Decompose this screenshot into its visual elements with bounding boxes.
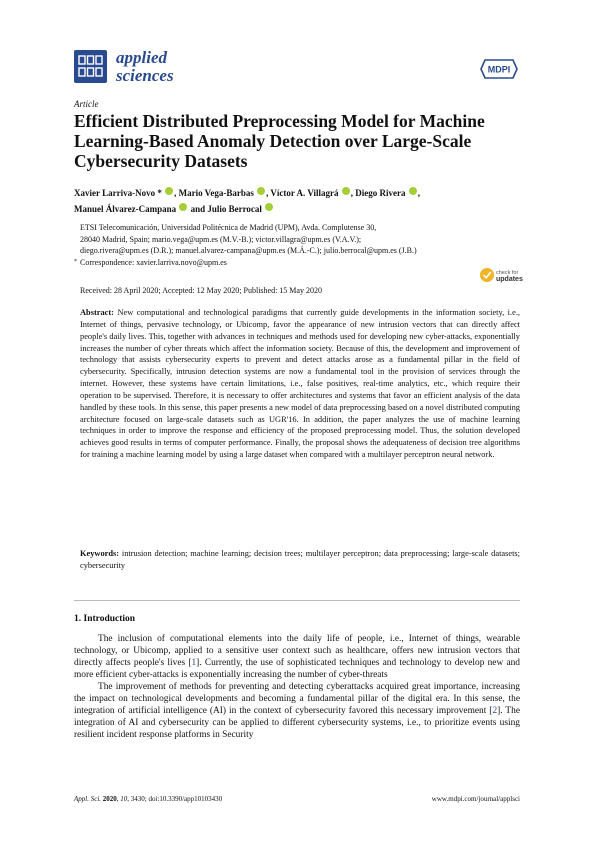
affiliation-line: ETSI Telecomunicación, Universidad Politécnica de Madrid (UPM), Avda. Complutense 30, <box>80 223 377 232</box>
mdpi-logo-text: MDPI <box>487 64 511 75</box>
author-name: Manuel Álvarez-Campana <box>74 204 177 214</box>
author-list: Xavier Larriva-Novo * , Mario Vega-Barbas , Víctor A. Villagrá , Diego Rivera , Manuel Álvarez-Campana and Julio Berrocal <box>74 188 420 214</box>
correspondence-email[interactable]: Correspondence: xavier.larriva.novo@upm.es <box>80 257 227 267</box>
correspondence-line <box>74 257 530 269</box>
keywords-label: Keywords: <box>80 549 120 558</box>
author-conjunction: and <box>190 204 206 214</box>
abstract-label: Abstract: <box>80 308 114 317</box>
footer-volume: 10 <box>120 795 128 803</box>
orcid-icon[interactable] <box>265 203 273 211</box>
affiliation-line: 28040 Madrid, Spain; mario.vega@upm.es (M.V.-B.); victor.villagra@upm.es (V.A.V.); <box>80 234 362 244</box>
footer-year: 2020 <box>102 795 117 803</box>
article-type: Article <box>74 99 99 109</box>
divider <box>74 600 520 601</box>
orcid-icon[interactable] <box>257 187 265 195</box>
footer-doi: , 3430; doi:10.3390/app10103430 <box>127 795 223 803</box>
orcid-icon[interactable] <box>165 187 173 195</box>
author-name: Xavier Larriva-Novo * <box>74 188 162 198</box>
orcid-icon[interactable] <box>342 187 350 195</box>
footer-citation: Appl. Sci. 2020, 10, 3430; doi:10.3390/app10103430 <box>74 795 223 803</box>
citation-link[interactable]: 1 <box>191 658 197 668</box>
keywords <box>80 548 520 572</box>
author-name: Mario Vega-Barbas <box>178 188 254 198</box>
paragraph-text: The improvement of methods for preventing and detecting cyberattacks acquired great importance, increasing the impact on technological developments and becoming a fundamental pillar of the digital era. In this sense, the integration of artificial intelligence (AI) in the context of cybersecurity favored this necessary improvement [ <box>74 682 520 716</box>
abstract <box>80 307 520 461</box>
orcid-icon[interactable] <box>409 187 417 195</box>
correspondence-marker: * <box>74 258 77 265</box>
citation-link[interactable]: 2 <box>492 706 498 716</box>
check-for-updates-line1: check for <box>496 270 519 276</box>
paragraph-text: The inclusion of computational elements into the daily life of people, i.e., Internet of things, wearable technology, or Ubicomp, applied to a sensitive user context such as healthcare, offers new intrusion vectors that directly affects people's lives [ <box>74 634 520 668</box>
footer-journal: Appl. Sci. <box>74 795 102 803</box>
journal-name-line2: sciences <box>116 66 174 85</box>
article-title: Efficient Distributed Preprocessing Model for Machine Learning-Based Anomaly Detection over Large-Scale Cybersecurity Datasets <box>74 111 485 171</box>
body-text <box>74 633 520 741</box>
affiliation-line: diego.rivera@upm.es (D.R.); manuel.alvarez-campana@upm.es (M.Á.-C.); julio.berrocal@upm.es (J.B.) <box>80 246 417 255</box>
affiliations <box>74 222 530 268</box>
mdpi-logo <box>479 58 519 80</box>
section-heading: 1. Introduction <box>74 614 136 624</box>
author-name: Diego Rivera <box>355 188 406 198</box>
footer-url[interactable]: www.mdpi.com/journal/applsci <box>431 795 520 803</box>
journal-name-line1: applied <box>116 48 167 67</box>
paragraph <box>74 681 520 741</box>
keywords-text: intrusion detection; machine learning; decision trees; multilayer perceptron; data preprocessing; large-scale datasets; cybersecurity <box>80 549 521 570</box>
journal-logo <box>74 50 107 83</box>
author-name: Julio Berrocal <box>207 204 262 214</box>
paragraph-text: ]. The integration of AI and cybersecurity can be applied to different cybersecurity systems, i.e., to prioritize events using resilient incident response platforms in Security <box>74 706 520 740</box>
author-name: Víctor A. Villagrá <box>270 188 339 198</box>
publication-dates: Received: 28 April 2020; Accepted: 12 May 2020; Published: 15 May 2020 <box>80 286 322 295</box>
abstract-text: New computational and technological paradigms that currently guide developments in the information society, i.e., Internet of things, pervasive technology, or Ubicomp, favor the appearance of new intrusion vectors that can directly affect people's daily lives. This, together with advances in techniques and methods used for developing new cyber-attacks, exponentially increases the number of cyber threats which affect the information society. Because of this, the development and improvement of technology that assists cybersecurity experts to prevent and detect attacks arose as a fundamental pillar in the field of cybersecurity. Specifically, intrusion detection systems are now a fundamental tool in the provision of services through the internet. However, these systems have certain limitations, i.e., false positives, real-time analytics, etc., which require their operation to be supervised. Therefore, it is necessary to offer architectures and systems that favor an efficient analysis of the data handled by these tools. In this sense, this paper presents a new model of data preprocessing based on a novel distributed computing architecture focused on large-scale datasets such as UGR'16. In addition, the paper analyzes the use of machine learning techniques in order to improve the response and efficiency of the proposed preprocessing model. Thus, the solution developed achieves good results in terms of computer performance. Finally, the proposal shows the adequateness of decision tree algorithms for training a machine learning model by using a large dataset when compared with a multilayer perceptron neural network. <box>80 308 521 460</box>
journal-name <box>116 49 174 85</box>
check-for-updates-button[interactable] <box>479 264 527 286</box>
paragraph-text: ]. Currently, the use of sophisticated techniques and technology to develop new and more efficient cyber-attacks is exponentially increasing the number of cyber-threats <box>74 658 520 680</box>
orcid-icon[interactable] <box>179 203 187 211</box>
check-for-updates-line2: updates <box>496 276 523 283</box>
paragraph <box>74 633 520 681</box>
